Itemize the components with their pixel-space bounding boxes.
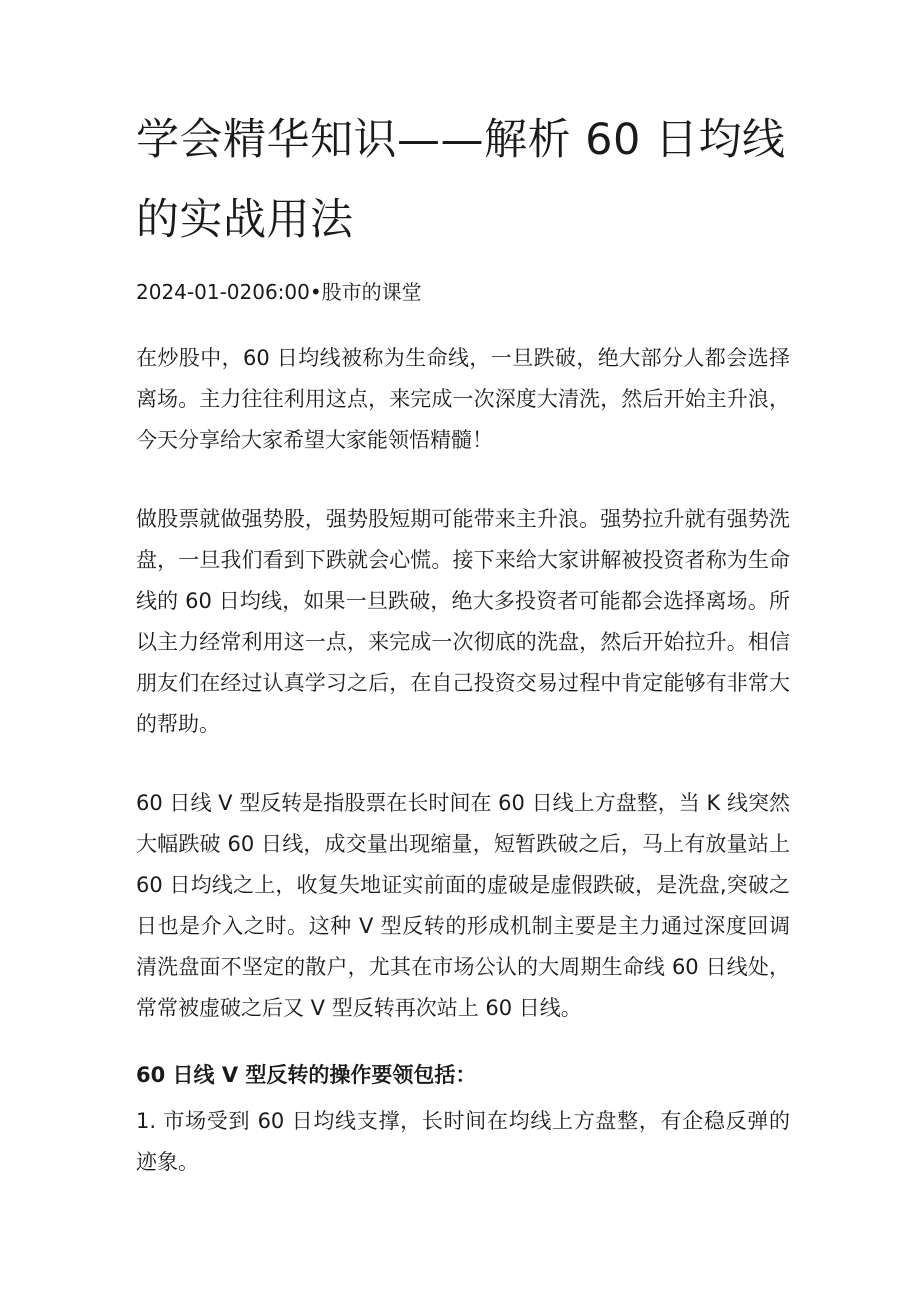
article-title: 学会精华知识——解析 60 日均线的实战用法 <box>136 115 786 245</box>
section-subheading: 60 日线 V 型反转的操作要领包括： <box>136 1063 477 1087</box>
article-paragraph-3: 60 日线 V 型反转是指股票在长时间在 60 日线上方盘整，当 K 线突然大幅跌破 60 日线，成交量出现缩量，短暂跌破之后，马上有放量站上 60 日均线之上，收复失地证实前面的虚破是虚假跌破，是洗盘,突破之日也是介入之时。这种 V 型反转的形成机制主要是主力通过深度回调清洗盘面不坚定的散户，尤其在市场公认的大周期生命线 60 日线处，常常被虚破之后又 V 型反转再次站上 60 日线。 <box>136 791 790 1020</box>
article-meta: 2024-01-0206:00•股市的课堂 <box>136 280 422 304</box>
article-paragraph-2: 做股票就做强势股，强势股短期可能带来主升浪。强势拉升就有强势洗盘，一旦我们看到下跌就会心慌。接下来给大家讲解被投资者称为生命线的 60 日均线，如果一旦跌破，绝大多投资者可能都会选择离场。所以主力经常利用这一点，来完成一次彻底的洗盘，然后开始拉升。相信朋友们在经过认真学习之后，在自己投资交易过程中肯定能够有非常大的帮助。 <box>136 507 790 736</box>
list-item: 1. 市场受到 60 日均线支撑，长时间在均线上方盘整，有企稳反弹的迹象。 <box>136 1109 790 1174</box>
article-paragraph-1: 在炒股中，60 日均线被称为生命线，一旦跌破，绝大部分人都会选择离场。主力往往利用这点，来完成一次深度大清洗，然后开始主升浪，今天分享给大家希望大家能领悟精髓！ <box>136 346 790 452</box>
